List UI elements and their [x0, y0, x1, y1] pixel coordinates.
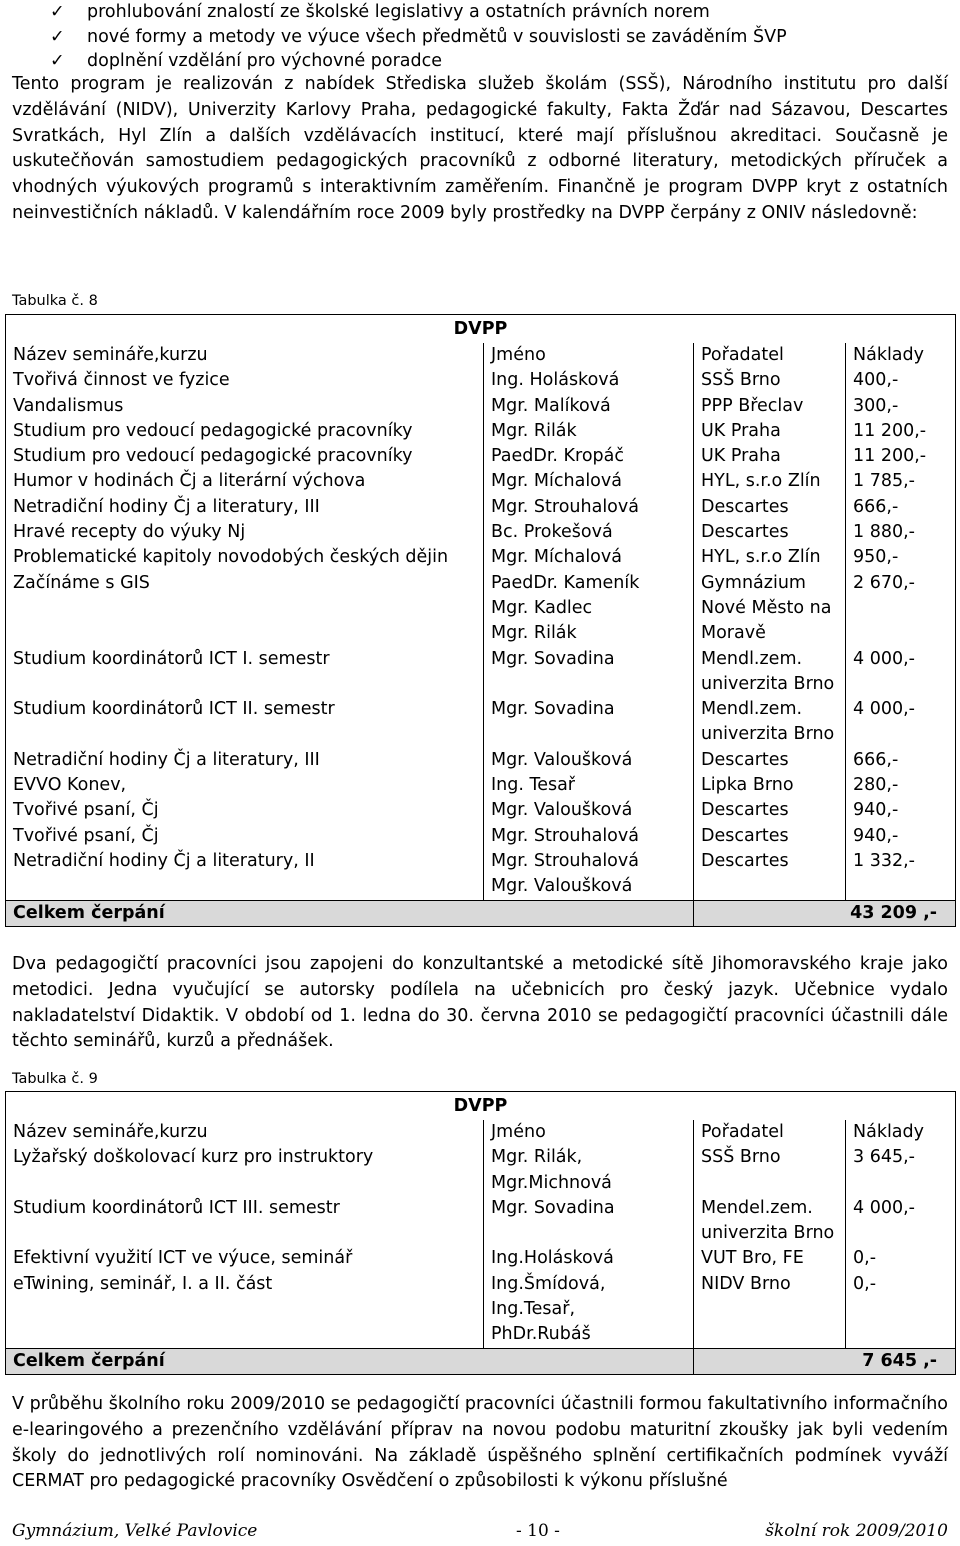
- list-item-text: doplnění vzdělání pro výchovné poradce: [87, 51, 443, 71]
- table-row: [6, 824, 956, 849]
- table-cell: Mgr. Míchalová: [484, 469, 694, 494]
- table-cell: Mgr. Rilák: [484, 419, 694, 444]
- table-cell: Mgr. Strouhalová: [484, 495, 694, 520]
- table-cell: 4 000,-: [846, 1196, 956, 1247]
- table-cell: PaedDr. Kropáč: [484, 444, 694, 469]
- table-cell: 1 880,-: [846, 520, 956, 545]
- table-row: [6, 798, 956, 823]
- table-cell: 1 332,-: [846, 849, 956, 900]
- table-cell: Efektivní využití ICT ve výuce, seminář: [6, 1246, 484, 1271]
- table-cell: Tvořivá činnost ve fyzice: [6, 368, 484, 393]
- paragraph-cermat: V průběhu školního roku 2009/2010 se pedagogičtí pracovníci účastnili formou fakultativního informačního e-learingového a prezenčního vzdělávání příprav na novou podobu maturitní zkoušky jak byli vedením školy do jednotlivých rolí nominováni. Na základě úspěšného splnění certifikačních podmínek vyváží CERMAT pro pedagogické pracovníky Osvědčení o způsobilosti k výkonu příslušné: [12, 1394, 948, 1492]
- table-caption: Tabulka č. 9: [12, 1071, 98, 1087]
- table-cell: Ing.Holásková: [484, 1246, 694, 1271]
- table-cell: Descartes: [694, 520, 846, 545]
- table-header-row: [6, 343, 956, 368]
- total-label: Celkem čerpání: [6, 1348, 694, 1374]
- column-header: Náklady: [846, 343, 956, 368]
- table-cell: Descartes: [694, 849, 846, 900]
- total-row: [6, 1348, 956, 1374]
- table-cell: Mendel.zem. univerzita Brno: [694, 1196, 846, 1247]
- table-cell: Problematické kapitoly novodobých českých dějin: [6, 545, 484, 570]
- table-row: [6, 849, 956, 900]
- table-cell: 0,-: [846, 1246, 956, 1271]
- table-cell: EVVO Konev,: [6, 773, 484, 798]
- table-row: [6, 394, 956, 419]
- table-cell: UK Praha: [694, 419, 846, 444]
- table-row: [6, 495, 956, 520]
- table-cell: Ing.Šmídová, Ing.Tesař, PhDr.Rubáš: [484, 1272, 694, 1348]
- table-row: [6, 571, 956, 647]
- table-row: [6, 1272, 956, 1348]
- paragraph-program: Tento program je realizován z nabídek Střediska služeb školám (SSŠ), Národního institutu pro další vzdělávání (NIDV), Univerzity Karlovy Praha, pedagogické fakulty, Fakta Žďár nad Sázavou, Descartes Svratkách, Hyl Zlín a dalších vzdělávacích institucí, které mají příslušnou akreditaci. Současně je uskutečňován samostudiem pedagogických pracovníků z odborné literatury, metodických příruček a vhodných výukových programů s interaktivním zaměřením. Finančně je program DVPP kryt z ostatních neinvestičních nákladů. V kalendářním roce 2009 byly prostředky na DVPP čerpány z ONIV následovně:: [12, 74, 948, 223]
- page-footer: [12, 1521, 948, 1545]
- table-cell: Mgr. Rilák, Mgr.Michnová: [484, 1145, 694, 1196]
- table-title: DVPP: [6, 1092, 956, 1121]
- table-row: [6, 773, 956, 798]
- table-cell: 11 200,-: [846, 419, 956, 444]
- table-cell: eTwining, seminář, I. a II. část: [6, 1272, 484, 1348]
- table-cell: Gymnázium Nové Město na Moravě: [694, 571, 846, 647]
- table-cell: Netradiční hodiny Čj a literatury, II: [6, 849, 484, 900]
- table-cell: Mendl.zem. univerzita Brno: [694, 697, 846, 748]
- table-cell: VUT Bro, FE: [694, 1246, 846, 1271]
- column-header: Pořadatel: [694, 343, 846, 368]
- table-row: [6, 647, 956, 698]
- table-cell: 950,-: [846, 545, 956, 570]
- table-cell: SSŠ Brno: [694, 1145, 846, 1196]
- table-caption: Tabulka č. 8: [12, 293, 98, 309]
- list-item: [50, 0, 787, 25]
- table-cell: 4 000,-: [846, 697, 956, 748]
- table-cell: Descartes: [694, 748, 846, 773]
- table-cell: Tvořivé psaní, Čj: [6, 798, 484, 823]
- table-cell: Humor v hodinách Čj a literární výchova: [6, 469, 484, 494]
- column-header: Pořadatel: [694, 1120, 846, 1145]
- table-cell: 280,-: [846, 773, 956, 798]
- table-title: DVPP: [6, 315, 956, 344]
- table-cell: 2 670,-: [846, 571, 956, 647]
- table-row: [6, 697, 956, 748]
- table-cell: Začínáme s GIS: [6, 571, 484, 647]
- total-row: [6, 900, 956, 926]
- column-header: Jméno: [484, 343, 694, 368]
- column-header: Název semináře,kurzu: [6, 1120, 484, 1145]
- table-cell: Studium koordinátorů ICT II. semestr: [6, 697, 484, 748]
- table-cell: Lyžařský doškolovací kurz pro instruktory: [6, 1145, 484, 1196]
- table-row: [6, 748, 956, 773]
- table-cell: Tvořivé psaní, Čj: [6, 824, 484, 849]
- table-header-row: [6, 1120, 956, 1145]
- column-header: Název semináře,kurzu: [6, 343, 484, 368]
- total-label: Celkem čerpání: [6, 900, 694, 926]
- table-cell: 400,-: [846, 368, 956, 393]
- paragraph-metodici: Dva pedagogičtí pracovníci jsou zapojeni do konzultantské a metodické sítě Jihomoravského kraje jako metodici. Jedna vyučující se autorsky podílela na učebnicích pro český jazyk. Učebnice vydalo nakladatelství Didaktik. V období od 1. ledna do 30. června 2010 se pedagogičtí pracovníci účastnili dále těchto seminářů, kurzů a přednášek.: [12, 954, 948, 1052]
- checkmark-icon: ✓: [50, 2, 65, 22]
- table-cell: UK Praha: [694, 444, 846, 469]
- table-row: [6, 1246, 956, 1271]
- table-row: [6, 469, 956, 494]
- table-cell: 11 200,-: [846, 444, 956, 469]
- column-header: Náklady: [846, 1120, 956, 1145]
- table-cell: PaedDr. Kameník Mgr. Kadlec Mgr. Rilák: [484, 571, 694, 647]
- table-cell: Descartes: [694, 824, 846, 849]
- table-cell: SSŠ Brno: [694, 368, 846, 393]
- table-cell: Vandalismus: [6, 394, 484, 419]
- table-cell: Mendl.zem. univerzita Brno: [694, 647, 846, 698]
- table-cell: Studium koordinátorů ICT III. semestr: [6, 1196, 484, 1247]
- table-cell: Studium koordinátorů ICT I. semestr: [6, 647, 484, 698]
- table-cell: Netradiční hodiny Čj a literatury, III: [6, 748, 484, 773]
- table-row: [6, 1145, 956, 1196]
- table-cell: HYL, s.r.o Zlín: [694, 469, 846, 494]
- table-cell: Mgr. Valoušková: [484, 748, 694, 773]
- dvpp-table-9: [5, 1091, 956, 1375]
- list-item: [50, 49, 787, 74]
- table-row: [6, 1196, 956, 1247]
- table-cell: Mgr. Míchalová: [484, 545, 694, 570]
- page-number: - 10 -: [516, 1521, 560, 1541]
- table-cell: 666,-: [846, 748, 956, 773]
- table-cell: Mgr. Sovadina: [484, 647, 694, 698]
- table-cell: Hravé recepty do výuky Nj: [6, 520, 484, 545]
- table-row: [6, 444, 956, 469]
- column-header: Jméno: [484, 1120, 694, 1145]
- table-cell: Descartes: [694, 495, 846, 520]
- checkmark-icon: ✓: [50, 51, 65, 71]
- checkmark-icon: ✓: [50, 26, 65, 47]
- table-cell: Mgr. Valoušková: [484, 798, 694, 823]
- table-row: [6, 368, 956, 393]
- footer-school-year: školní rok 2009/2010: [765, 1521, 948, 1541]
- table-cell: Mgr. Strouhalová: [484, 824, 694, 849]
- table-cell: Mgr. Sovadina: [484, 1196, 694, 1247]
- table-row: [6, 419, 956, 444]
- table-cell: 4 000,-: [846, 647, 956, 698]
- table-cell: Mgr. Sovadina: [484, 697, 694, 748]
- table-cell: Mgr. Malíková: [484, 394, 694, 419]
- checkmark-list: [50, 0, 787, 74]
- table-cell: Descartes: [694, 798, 846, 823]
- table-cell: NIDV Brno: [694, 1272, 846, 1348]
- footer-school: Gymnázium, Velké Pavlovice: [12, 1521, 258, 1541]
- table-cell: 3 645,-: [846, 1145, 956, 1196]
- dvpp-table-8: [5, 314, 956, 927]
- table-cell: 940,-: [846, 824, 956, 849]
- list-item-text: nové formy a metody ve výuce všech předmětů v souvislosti se zaváděním ŠVP: [87, 26, 787, 47]
- table-cell: Mgr. Strouhalová Mgr. Valoušková: [484, 849, 694, 900]
- table-cell: Studium pro vedoucí pedagogické pracovníky: [6, 444, 484, 469]
- table-cell: 666,-: [846, 495, 956, 520]
- table-cell: Ing. Holásková: [484, 368, 694, 393]
- total-value: 7 645 ,-: [694, 1348, 956, 1374]
- table-cell: PPP Břeclav: [694, 394, 846, 419]
- table-cell: Studium pro vedoucí pedagogické pracovníky: [6, 419, 484, 444]
- table-cell: 0,-: [846, 1272, 956, 1348]
- list-item: [50, 25, 787, 50]
- table-cell: Lipka Brno: [694, 773, 846, 798]
- table-cell: 1 785,-: [846, 469, 956, 494]
- list-item-text: prohlubování znalostí ze školské legislativy a ostatních právních norem: [87, 2, 710, 22]
- table-cell: HYL, s.r.o Zlín: [694, 545, 846, 570]
- table-cell: 300,-: [846, 394, 956, 419]
- table-row: [6, 520, 956, 545]
- table-cell: Netradiční hodiny Čj a literatury, III: [6, 495, 484, 520]
- total-value: 43 209 ,-: [694, 900, 956, 926]
- table-cell: 940,-: [846, 798, 956, 823]
- table-row: [6, 545, 956, 570]
- table-cell: Bc. Prokešová: [484, 520, 694, 545]
- table-cell: Ing. Tesař: [484, 773, 694, 798]
